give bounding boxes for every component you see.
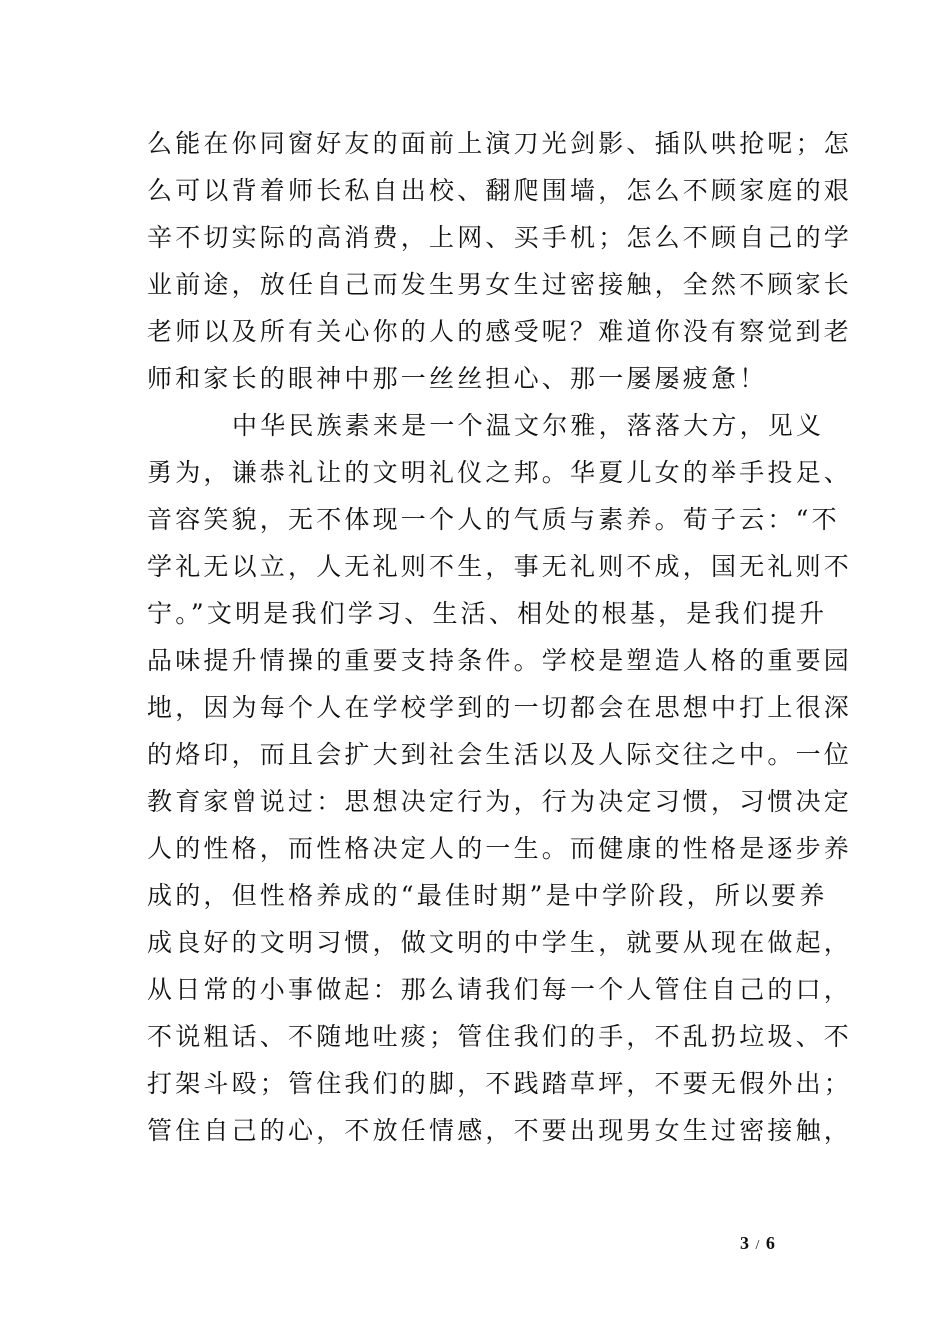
text-line: 成的，但性格养成的“最佳时期”是中学阶段，所以要养 bbox=[147, 881, 828, 910]
body-text bbox=[147, 120, 853, 1154]
text-line: 么能在你同窗好友的面前上演刀光剑影、插队哄抢呢；怎 bbox=[147, 129, 853, 158]
page-number bbox=[740, 1233, 776, 1254]
text-line: 音容笑貌，无不体现一个人的气质与素养。荀子云：“不 bbox=[147, 505, 840, 534]
text-line: 成良好的文明习惯，做文明的中学生，就要从现在做起， bbox=[147, 928, 853, 957]
text-line: 学礼无以立，人无礼则不生，事无礼则不成，国无礼则不 bbox=[147, 552, 853, 581]
page-separator: / bbox=[755, 1238, 761, 1253]
text-line: 地，因为每个人在学校学到的一切都会在思想中打上很深 bbox=[147, 693, 853, 722]
text-line: 不说粗话、不随地吐痰；管住我们的手，不乱扔垃圾、不 bbox=[147, 1022, 853, 1051]
text-line: 业前途，放任自己而发生男女生过密接触，全然不顾家长 bbox=[147, 270, 853, 299]
text-line: 辛不切实际的高消费，上网、买手机；怎么不顾自己的学 bbox=[147, 223, 853, 252]
text-line: 勇为，谦恭礼让的文明礼仪之邦。华夏儿女的举手投足、 bbox=[147, 458, 853, 487]
text-line: 师和家长的眼神中那一丝丝担心、那一屡屡疲惫！ bbox=[147, 364, 768, 393]
text-line: 打架斗殴；管住我们的脚，不践踏草坪，不要无假外出； bbox=[147, 1069, 853, 1098]
text-line: 么可以背着师长私自出校、翻爬围墙，怎么不顾家庭的艰 bbox=[147, 176, 853, 205]
text-line: 管住自己的心，不放任情感，不要出现男女生过密接触， bbox=[147, 1116, 853, 1145]
text-line: 人的性格，而性格决定人的一生。而健康的性格是逐步养 bbox=[147, 834, 853, 863]
text-line: 宁。”文明是我们学习、生活、相处的根基，是我们提升 bbox=[147, 599, 828, 628]
text-line: 教育家曾说过：思想决定行为，行为决定习惯，习惯决定 bbox=[147, 787, 853, 816]
current-page: 3 bbox=[740, 1233, 750, 1253]
total-pages: 6 bbox=[765, 1233, 776, 1253]
text-line: 从日常的小事做起：那么请我们每一个人管住自己的口， bbox=[147, 975, 853, 1004]
text-line: 老师以及所有关心你的人的感受呢？难道你没有察觉到老 bbox=[147, 317, 853, 346]
paragraph-start-line: 中华民族素来是一个温文尔雅，落落大方，见义 bbox=[232, 411, 825, 440]
text-line: 品味提升情操的重要支持条件。学校是塑造人格的重要园 bbox=[147, 646, 853, 675]
text-line: 的烙印，而且会扩大到社会生活以及人际交往之中。一位 bbox=[147, 740, 853, 769]
